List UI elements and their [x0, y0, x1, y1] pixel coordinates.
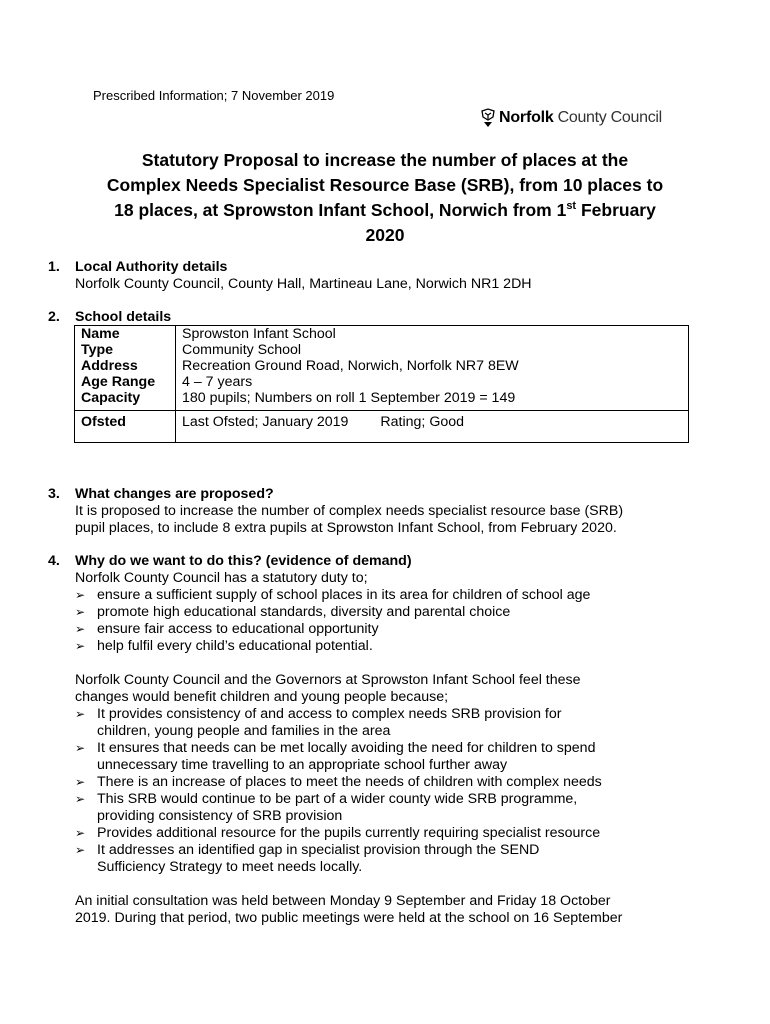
arrow-bullet-icon: ➢ — [75, 605, 86, 619]
arrow-bullet-icon: ➢ — [75, 707, 86, 721]
ofsted-last: Last Ofsted; January 2019 — [182, 414, 349, 430]
row-label: Ofsted — [75, 411, 176, 443]
list-item: ➢ It ensures that needs can be met locally avoiding the need for children to spend unnecessary time travelling to an appropriate school further away — [75, 740, 596, 773]
section-proposed-changes — [48, 486, 698, 537]
row-label: Address — [75, 358, 176, 374]
list-item: ➢ Provides additional resource for the pupils currently requiring specialist resource — [75, 825, 601, 841]
row-value: Recreation Ground Road, Norwich, Norfolk NR7 8EW — [176, 358, 689, 374]
norfolk-crest-icon — [480, 108, 496, 128]
section-number: 4. — [48, 553, 60, 569]
title-line-4: 2020 — [365, 225, 405, 245]
arrow-bullet-icon: ➢ — [75, 741, 86, 755]
row-label: Age Range — [75, 374, 176, 390]
duties-intro: Norfolk County Council has a statutory duty to; — [75, 570, 368, 586]
section-heading: Why do we want to do this? (evidence of demand) — [75, 553, 412, 569]
arrow-bullet-icon: ➢ — [75, 792, 86, 806]
section-evidence-of-demand — [48, 553, 698, 927]
section-number: 1. — [48, 259, 60, 275]
title-line-1: Statutory Proposal to increase the number of places at the — [141, 150, 629, 170]
document-title — [80, 148, 690, 248]
list-item: ➢ ensure fair access to educational opportunity — [75, 621, 379, 637]
ofsted-rating: Rating; Good — [380, 414, 465, 430]
row-label: Capacity — [75, 390, 176, 411]
table-row — [75, 374, 689, 390]
section-local-authority — [48, 259, 698, 293]
list-item: ➢ ensure a sufficient supply of school places in its area for children of school age — [75, 587, 591, 603]
list-item: ➢ It provides consistency of and access to complex needs SRB provision for children, young people and families in the area — [75, 706, 562, 739]
table-row — [75, 326, 689, 343]
paragraph-line: pupil places, to include 8 extra pupils at Sprowston Infant School, from February 2020. — [75, 520, 617, 536]
list-item: ➢ help fulfil every child’s educational potential. — [75, 638, 373, 654]
row-value: 180 pupils; Numbers on roll 1 September 2019 = 149 — [176, 390, 689, 411]
arrow-bullet-icon: ➢ — [75, 843, 86, 857]
arrow-bullet-icon: ➢ — [75, 775, 86, 789]
benefits-list — [75, 706, 698, 876]
table-row-ofsted — [75, 411, 689, 443]
norfolk-county-council-logo — [480, 107, 662, 129]
table-row — [75, 358, 689, 374]
section-heading: What changes are proposed? — [75, 486, 274, 502]
list-item: ➢ There is an increase of places to meet the needs of children with complex needs — [75, 774, 602, 790]
title-line-3: 18 places, at Sprowston Infant School, Norwich from 1st February — [114, 200, 656, 220]
arrow-bullet-icon: ➢ — [75, 588, 86, 602]
row-value: 4 – 7 years — [176, 374, 689, 390]
section-number: 2. — [48, 309, 60, 325]
section-heading: School details — [75, 309, 172, 325]
row-value: Sprowston Infant School — [176, 326, 689, 343]
row-label: Type — [75, 342, 176, 358]
logo-county-council: County Council — [557, 109, 662, 126]
row-value: Community School — [176, 342, 689, 358]
arrow-bullet-icon: ➢ — [75, 639, 86, 653]
prescribed-information: Prescribed Information; 7 November 2019 — [93, 88, 335, 103]
list-item: ➢ This SRB would continue to be part of a wider county wide SRB programme, providing consistency of SRB provision — [75, 791, 578, 824]
logo-norfolk: Norfolk — [499, 109, 554, 126]
paragraph-line: Norfolk County Council and the Governors at Sprowston Infant School feel these — [75, 672, 581, 688]
table-row — [75, 390, 689, 411]
row-label: Name — [75, 326, 176, 343]
list-item: ➢ It addresses an identified gap in specialist provision through the SEND Sufficiency Strategy to meet needs locally. — [75, 842, 540, 875]
school-details-table — [74, 325, 689, 443]
paragraph-line: It is proposed to increase the number of complex needs specialist resource base (SRB) — [75, 503, 624, 519]
duties-list — [75, 587, 698, 655]
arrow-bullet-icon: ➢ — [75, 826, 86, 840]
table-row — [75, 342, 689, 358]
paragraph-line: changes would benefit children and young people because; — [75, 689, 449, 705]
local-authority-address: Norfolk County Council, County Hall, Martineau Lane, Norwich NR1 2DH — [75, 276, 532, 292]
title-line-2: Complex Needs Specialist Resource Base (SRB), from 10 places to — [106, 175, 664, 195]
paragraph-line: An initial consultation was held between Monday 9 September and Friday 18 October — [75, 893, 611, 909]
section-number: 3. — [48, 486, 60, 502]
arrow-bullet-icon: ➢ — [75, 622, 86, 636]
row-value — [176, 411, 689, 443]
section-heading: Local Authority details — [75, 259, 228, 275]
paragraph-line: 2019. During that period, two public meetings were held at the school on 16 September — [75, 910, 623, 926]
list-item: ➢ promote high educational standards, diversity and parental choice — [75, 604, 511, 620]
section-school-details — [48, 309, 698, 326]
